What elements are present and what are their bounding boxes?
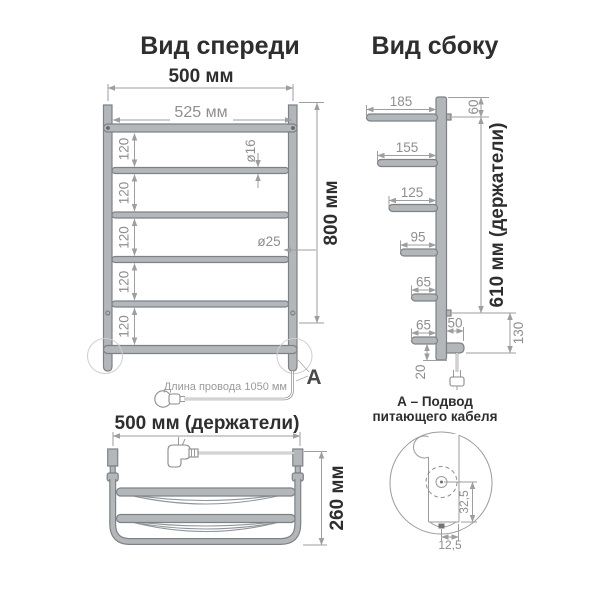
dim-label-525: 525 мм: [174, 104, 228, 121]
hook-bar: [412, 337, 438, 344]
dim-label-65: 65: [415, 274, 432, 290]
dim-label-800: 800 мм: [321, 180, 342, 246]
dim-label-50: 50: [447, 315, 463, 331]
hook-bar: [367, 114, 438, 121]
hook-bar: [389, 205, 438, 212]
detail-marker-a: А: [306, 366, 322, 389]
dim-label-125: 125: [400, 185, 424, 200]
bottom-bracket: [447, 343, 465, 353]
detail-a: [372, 394, 497, 552]
dim-label-500: 500 мм: [168, 66, 234, 87]
rung-top-view: [117, 488, 296, 496]
hook-bar: [378, 160, 438, 167]
side-view: [367, 32, 527, 390]
dim-label-dia25: ø25: [257, 234, 281, 249]
dim-label-155: 155: [395, 140, 419, 155]
side-post: [436, 97, 447, 360]
rung-bar: [112, 168, 289, 174]
top-view: [107, 413, 348, 545]
front-view-title: Вид спереди: [140, 32, 300, 60]
mount-dot: [291, 311, 295, 315]
wall-tab: [447, 114, 452, 120]
left-post: [104, 105, 113, 371]
dim-label-185: 185: [389, 94, 413, 109]
front-view: [88, 32, 343, 407]
top-view-title: 500 мм (держатели): [114, 413, 300, 434]
rung-bar: [112, 212, 289, 218]
bracket-neck: [110, 466, 115, 473]
dim-label-65b: 65: [415, 317, 432, 333]
plug-icon: [169, 394, 180, 404]
cable-length-note: Длина провода 1050 мм: [163, 381, 287, 393]
top-rung-bar: [104, 124, 298, 132]
wall-bracket: [108, 449, 118, 466]
dim-label-20: 20: [413, 364, 428, 380]
dim-label-95: 95: [410, 229, 426, 245]
dim-label-120: 120: [116, 315, 132, 338]
cable-gland: [439, 524, 445, 529]
plug-connector: [189, 449, 198, 457]
dim-label-120: 120: [116, 181, 132, 205]
side-view-title: Вид сбоку: [371, 32, 499, 60]
dim-label-12-5: 12,5: [438, 538, 462, 552]
bottom-rung-bar: [104, 346, 298, 354]
plug-icon: [450, 377, 464, 386]
rung-bar: [112, 301, 289, 307]
dim-label-610: 610 мм (держатели): [487, 122, 508, 308]
dim-label-60: 60: [466, 99, 481, 115]
detail-a-caption-2: питающего кабеля: [372, 409, 498, 424]
dim-label-130: 130: [511, 321, 526, 345]
dim-label-dia16: ø16: [243, 139, 258, 163]
dim-label-120: 120: [116, 226, 132, 249]
right-post: [289, 105, 298, 371]
weld-dot: [106, 126, 110, 130]
dim-label-120: 120: [116, 270, 132, 294]
post-cutaway: [429, 434, 460, 522]
dim-label-260: 260 мм: [327, 465, 348, 531]
bracket-neck: [295, 466, 300, 473]
detail-a-caption-1: А – Подвод: [397, 394, 473, 409]
hook-bar: [401, 249, 438, 256]
dim-label-120: 120: [116, 137, 132, 161]
wall-bracket: [293, 449, 303, 466]
rung-bar: [112, 257, 289, 263]
center-dot: [440, 481, 443, 484]
weld-dot: [291, 126, 295, 130]
plug-body: [168, 445, 190, 467]
hook-bar: [412, 294, 438, 301]
mount-dot: [106, 311, 110, 315]
dim-label-32-5: 32,5: [457, 490, 471, 514]
rung-top-view: [117, 515, 296, 523]
